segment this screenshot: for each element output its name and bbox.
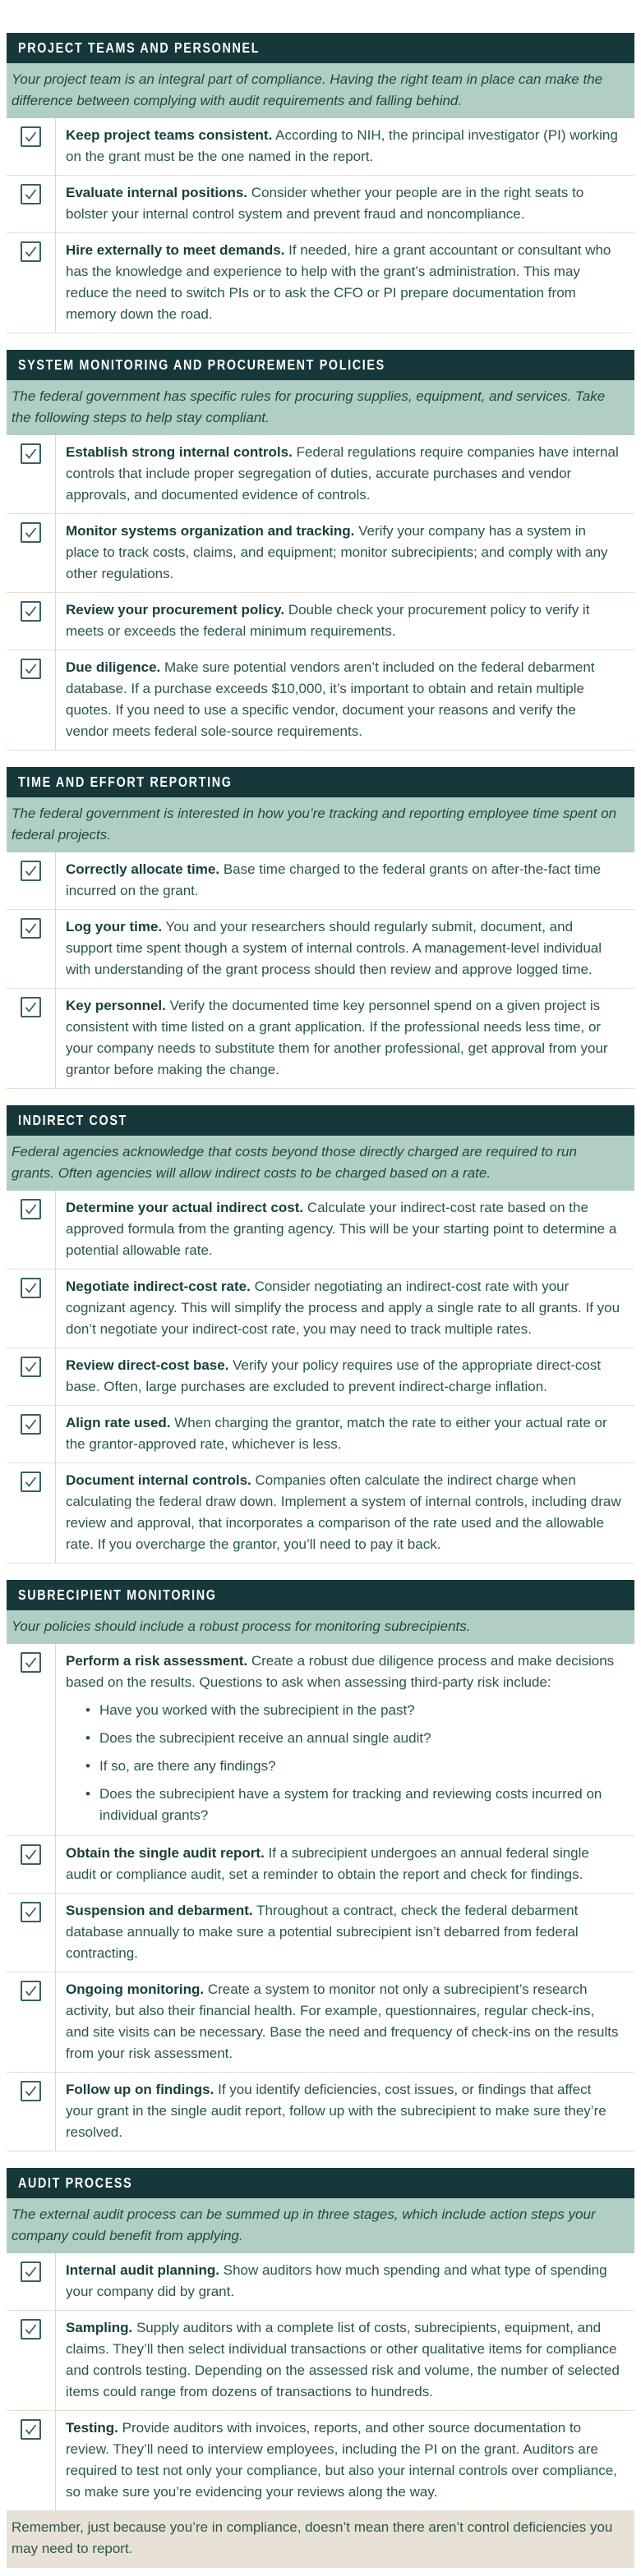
check-icon bbox=[25, 1986, 37, 1996]
checklist-item bbox=[7, 1269, 634, 1348]
item-text bbox=[55, 1470, 634, 1555]
item-body: Consider negotiating an indirect-cost rate with your cognizant agency. This will simplify the process and apply a single rate to all grants. If you don’t negotiate your indirect-cost rate, you may need to track multiple rates. bbox=[66, 1279, 620, 1337]
checkbox-cell bbox=[7, 1197, 55, 1261]
check-icon bbox=[25, 1002, 37, 1012]
item-text bbox=[55, 442, 634, 506]
item-questions bbox=[85, 1700, 621, 1826]
checkbox-checked[interactable] bbox=[21, 918, 41, 939]
item-text bbox=[55, 657, 634, 742]
footer-note: Remember, just because you’re in compliance, doesn’t mean there aren’t control deficiencies you may need to report. bbox=[7, 2510, 634, 2568]
check-icon bbox=[25, 2266, 37, 2277]
item-text bbox=[55, 1197, 634, 1261]
item-lead: Align rate used. bbox=[66, 1415, 171, 1430]
checkbox-cell bbox=[7, 2418, 55, 2503]
item-body: Provide auditors with invoices, reports, and other source documentation to review. They’ll need to interview employees, including the PI on the grant. Auditors are required to test not only your compliance, but also your internal controls over compliance, so make sure you’re evidencing your reviews along the way. bbox=[66, 2420, 617, 2500]
checklist-item bbox=[7, 2072, 634, 2151]
checkbox-cell bbox=[7, 2317, 55, 2403]
item-body: Show auditors how much spending and what type of spending your company did by grant. bbox=[66, 2262, 607, 2299]
section-intro: The federal government has specific rules for procuring supplies, equipment, and services. Take the following steps to help stay compliant. bbox=[7, 380, 634, 435]
checkbox-cell bbox=[7, 1355, 55, 1398]
item-body: Create a robust due diligence process and make decisions based on the results. Questions to ask when assessing third-party risk include: bbox=[66, 1653, 615, 1690]
checkbox-checked[interactable] bbox=[21, 2319, 41, 2340]
item-lead: Sampling. bbox=[66, 2320, 133, 2335]
check-icon bbox=[25, 131, 37, 142]
checklist-item bbox=[7, 513, 634, 592]
check-icon bbox=[25, 866, 37, 876]
checkbox-cell bbox=[7, 657, 55, 742]
item-lead: Establish strong internal controls. bbox=[66, 444, 293, 460]
checkbox-checked[interactable] bbox=[21, 2419, 41, 2440]
checklist-item bbox=[7, 1644, 634, 1835]
check-icon bbox=[25, 189, 37, 200]
question-item: • If so, are there any findings? bbox=[85, 1756, 621, 1777]
item-text bbox=[55, 995, 634, 1081]
checkbox-checked[interactable] bbox=[21, 126, 41, 147]
checklist-item bbox=[7, 852, 634, 909]
checkbox-checked[interactable] bbox=[21, 1199, 41, 1219]
section-items bbox=[7, 852, 634, 1089]
section-title: AUDIT PROCESS bbox=[18, 2174, 133, 2191]
checklist-item bbox=[7, 1893, 634, 1972]
section bbox=[7, 1580, 634, 2151]
section-title: PROJECT TEAMS AND PERSONNEL bbox=[18, 39, 261, 56]
check-icon bbox=[25, 1361, 37, 1372]
item-lead: Negotiate indirect-cost rate. bbox=[66, 1279, 251, 1294]
checkbox-checked[interactable] bbox=[21, 522, 41, 543]
section-header bbox=[7, 767, 634, 797]
checkbox-checked[interactable] bbox=[21, 1357, 41, 1377]
item-text bbox=[55, 916, 634, 980]
section bbox=[7, 1105, 634, 1564]
checklist-item bbox=[7, 1348, 634, 1405]
section-title: INDIRECT COST bbox=[18, 1112, 127, 1128]
item-body: Companies often calculate the indirect charge when calculating the federal draw down. Implement a system of internal controls, including draw review and approval, that incorporates a comparison of the rate used and the allowable rate. If you overcharge the grantor, you’ll need to pay it back. bbox=[66, 1472, 621, 1552]
checkbox-cell bbox=[7, 995, 55, 1081]
question-item: • Does the subrecipient receive an annual single audit? bbox=[85, 1728, 621, 1749]
item-text bbox=[55, 599, 634, 642]
checklist-item bbox=[7, 988, 634, 1088]
section-header bbox=[7, 2168, 634, 2198]
checkbox-checked[interactable] bbox=[21, 2081, 41, 2101]
item-lead: Follow up on findings. bbox=[66, 2082, 214, 2097]
check-icon bbox=[25, 923, 37, 934]
checklist-item bbox=[7, 2253, 634, 2310]
section-intro: Your project team is an integral part of compliance. Having the right team in place can make the difference between complying with audit requirements and falling behind. bbox=[7, 63, 634, 118]
item-lead: Key personnel. bbox=[66, 998, 166, 1013]
item-body: Verify the documented time key personnel spend on a given project is consistent with time listed on a grant application. If the professional needs less time, or your company needs to substitute them for another professional, get approval from your grantor before making the change. bbox=[66, 998, 608, 1077]
check-icon bbox=[25, 606, 37, 617]
item-lead: Evaluate internal positions. bbox=[66, 185, 248, 200]
checkbox-cell bbox=[7, 182, 55, 225]
item-body: Make sure potential vendors aren’t included on the federal debarment database. If a purchase exceeds $10,000, it’s important to obtain and retain multiple quotes. If you need to use a specific vendor, document your reasons and verify the vendor meets federal sole-source requirements. bbox=[66, 659, 595, 739]
item-lead: Ongoing monitoring. bbox=[66, 1981, 205, 1997]
checkbox-checked[interactable] bbox=[21, 1472, 41, 1492]
checkbox-cell bbox=[7, 125, 55, 168]
item-body: Double check your procurement policy to verify it meets or exceeds the federal minimum requirements. bbox=[66, 602, 590, 639]
section-title: TIME AND EFFORT REPORTING bbox=[18, 774, 233, 790]
check-icon bbox=[25, 2324, 37, 2335]
checklist-item bbox=[7, 650, 634, 750]
checklist-item bbox=[7, 2310, 634, 2410]
checkbox-cell bbox=[7, 1843, 55, 1885]
sections-container bbox=[7, 33, 634, 2510]
item-body: If you identify deficiencies, cost issues, or findings that affect your grant in the single audit report, follow up with the subrecipient to make sure they’re resolved. bbox=[66, 2082, 606, 2140]
checkbox-checked[interactable] bbox=[21, 1902, 41, 1922]
check-icon bbox=[25, 664, 37, 674]
section-intro: The federal government is interested in how you’re tracking and reporting employee time spent on federal projects. bbox=[7, 797, 634, 852]
check-icon bbox=[25, 1657, 37, 1668]
item-lead: Testing. bbox=[66, 2420, 118, 2436]
checkbox-cell bbox=[7, 859, 55, 902]
checkbox-cell bbox=[7, 916, 55, 980]
section-title: SUBRECIPIENT MONITORING bbox=[18, 1586, 217, 1603]
checkbox-checked[interactable] bbox=[21, 2261, 41, 2282]
item-text bbox=[55, 2317, 634, 2403]
item-body: Consider whether your people are in the right seats to bolster your internal control system and prevent fraud and noncompliance. bbox=[66, 185, 584, 222]
item-text bbox=[55, 125, 634, 168]
checklist-item bbox=[7, 232, 634, 333]
check-icon bbox=[25, 246, 37, 257]
checklist-item bbox=[7, 909, 634, 988]
checkbox-checked[interactable] bbox=[21, 443, 41, 464]
checkbox-checked[interactable] bbox=[21, 1652, 41, 1673]
item-text bbox=[55, 1843, 634, 1885]
checkbox-cell bbox=[7, 1470, 55, 1555]
item-text bbox=[55, 1276, 634, 1340]
item-lead: Keep project teams consistent. bbox=[66, 127, 273, 143]
item-body: Throughout a contract, check the federal debarment database annually to make sure a potential subrecipient isn’t debarred from federal contracting. bbox=[66, 1903, 579, 1961]
item-text bbox=[55, 240, 634, 325]
checklist-item bbox=[7, 1462, 634, 1563]
check-icon bbox=[25, 527, 37, 538]
item-body: Create a system to monitor not only a subrecipient’s research activity, but also their financial health. For example, questionnaires, regular check-ins, and site visits can be necessary. Base the need and frequency of check-ins on the results from your risk assessment. bbox=[66, 1981, 619, 2061]
item-body: If needed, hire a grant accountant or consultant who has the knowledge and experience to help with the grant’s administration. This may reduce the need to switch PIs or to ask the CFO or PI prepare documentation from memory down the road. bbox=[66, 242, 611, 322]
section-items bbox=[7, 1191, 634, 1564]
section-items bbox=[7, 1644, 634, 2151]
item-text bbox=[55, 2260, 634, 2303]
item-body: Base time charged to the federal grants on after-the-fact time incurred on the grant. bbox=[66, 861, 602, 898]
check-icon bbox=[25, 1419, 37, 1430]
check-icon bbox=[25, 1907, 37, 1917]
item-text bbox=[55, 2418, 634, 2503]
checkbox-cell bbox=[7, 599, 55, 642]
checklist-item bbox=[7, 1835, 634, 1893]
checkbox-checked[interactable] bbox=[21, 861, 41, 881]
checkbox-checked[interactable] bbox=[21, 184, 41, 204]
checkbox-checked[interactable] bbox=[21, 1278, 41, 1298]
section-items bbox=[7, 435, 634, 751]
checkbox-cell bbox=[7, 2260, 55, 2303]
checkbox-checked[interactable] bbox=[21, 659, 41, 679]
item-body: Federal regulations require companies have internal controls that include proper segregation of duties, accurate purchases and vendor approvals, and documented evidence of controls. bbox=[66, 444, 619, 503]
checklist-item bbox=[7, 435, 634, 513]
checklist-item bbox=[7, 1405, 634, 1462]
item-body: Verify your policy requires use of the appropriate direct-cost base. Often, large purchases are excluded to prevent indirect-charge inflation. bbox=[66, 1357, 602, 1394]
check-icon bbox=[25, 1283, 37, 1293]
checklist-item bbox=[7, 118, 634, 175]
item-body: Verify your company has a system in place to track costs, claims, and equipment; monitor subrecipients; and comply with any other regulations. bbox=[66, 523, 608, 581]
checkbox-checked[interactable] bbox=[21, 601, 41, 622]
section-items bbox=[7, 118, 634, 333]
checkbox-cell bbox=[7, 1412, 55, 1455]
section-header bbox=[7, 33, 634, 63]
item-body: You and your researchers should regularly submit, document, and support time spent though a system of internal controls. A management-level individual with understanding of the grant process should then review and approve logged time. bbox=[66, 919, 602, 977]
item-lead: Due diligence. bbox=[66, 659, 161, 675]
check-icon bbox=[25, 1204, 37, 1215]
item-text bbox=[55, 1900, 634, 1964]
section-header bbox=[7, 1580, 634, 1610]
section bbox=[7, 767, 634, 1089]
item-text bbox=[55, 1979, 634, 2064]
section-header bbox=[7, 350, 634, 380]
section-header bbox=[7, 1105, 634, 1136]
section-title: SYSTEM MONITORING AND PROCUREMENT POLICIES bbox=[18, 356, 385, 373]
item-lead: Correctly allocate time. bbox=[66, 861, 220, 877]
checkbox-cell bbox=[7, 2079, 55, 2143]
checkbox-checked[interactable] bbox=[21, 1844, 41, 1865]
checklist-item bbox=[7, 1972, 634, 2072]
item-lead: Document internal controls. bbox=[66, 1472, 251, 1488]
item-body: If a subrecipient undergoes an annual federal single audit or compliance audit, set a reminder to obtain the report and check for findings. bbox=[66, 1845, 589, 1882]
item-text bbox=[55, 1412, 634, 1455]
item-lead: Log your time. bbox=[66, 919, 163, 934]
checkbox-checked[interactable] bbox=[21, 241, 41, 262]
item-lead: Suspension and debarment. bbox=[66, 1903, 253, 1918]
checkbox-cell bbox=[7, 1979, 55, 2064]
check-icon bbox=[25, 1476, 37, 1487]
item-body: According to NIH, the principal investigator (PI) working on the grant must be the one named in the report. bbox=[66, 127, 618, 164]
item-lead: Obtain the single audit report. bbox=[66, 1845, 265, 1861]
item-body: Supply auditors with a complete list of costs, subrecipients, equipment, and claims. They’ll then select individual transactions or other qualitative items for compliance and controls testing. Depending on the assessed risk and volume, the number of selected items could range from dozens of transactions to hundreds. bbox=[66, 2320, 620, 2399]
checklist-item bbox=[7, 175, 634, 232]
item-lead: Determine your actual indirect cost. bbox=[66, 1200, 304, 1215]
item-lead: Perform a risk assessment. bbox=[66, 1653, 248, 1669]
item-lead: Hire externally to meet demands. bbox=[66, 242, 285, 258]
item-text bbox=[55, 1651, 634, 1828]
question-item: • Have you worked with the subrecipient in the past? bbox=[85, 1700, 621, 1721]
item-lead: Internal audit planning. bbox=[66, 2262, 219, 2278]
checkbox-checked[interactable] bbox=[21, 1414, 41, 1435]
checkbox-checked[interactable] bbox=[21, 997, 41, 1017]
section-intro: The external audit process can be summed up in three stages, which include action steps your company could benefit from applying. bbox=[7, 2198, 634, 2253]
item-lead: Review direct-cost base. bbox=[66, 1357, 229, 1373]
item-lead: Review your procurement policy. bbox=[66, 602, 285, 618]
question-item: • Does the subrecipient have a system for tracking and reviewing costs incurred on individual grants? bbox=[85, 1784, 621, 1826]
checkbox-cell bbox=[7, 521, 55, 585]
section-items bbox=[7, 2253, 634, 2510]
checkbox-cell bbox=[7, 240, 55, 325]
checkbox-cell bbox=[7, 1900, 55, 1964]
item-text bbox=[55, 2079, 634, 2143]
item-text bbox=[55, 1355, 634, 1398]
check-icon bbox=[25, 1849, 37, 1860]
checklist-item bbox=[7, 1191, 634, 1269]
checkbox-cell bbox=[7, 1651, 55, 1828]
check-icon bbox=[25, 448, 37, 459]
section bbox=[7, 2168, 634, 2510]
checkbox-checked[interactable] bbox=[21, 1981, 41, 2001]
checkbox-cell bbox=[7, 442, 55, 506]
section bbox=[7, 33, 634, 333]
item-text bbox=[55, 521, 634, 585]
section-intro: Federal agencies acknowledge that costs beyond those directly charged are required to run grants. Often agencies will allow indirect costs to be charged based on a rate. bbox=[7, 1136, 634, 1191]
section bbox=[7, 350, 634, 751]
check-icon bbox=[25, 2086, 37, 2096]
item-text bbox=[55, 859, 634, 902]
item-text bbox=[55, 182, 634, 225]
checkbox-cell bbox=[7, 1276, 55, 1340]
item-body: When charging the grantor, match the rate to either your actual rate or the grantor-approved rate, whichever is less. bbox=[66, 1415, 607, 1452]
item-body: Calculate your indirect-cost rate based on the approved formula from the granting agency. This will be your starting point to determine a potential allowable rate. bbox=[66, 1200, 617, 1258]
checklist-item bbox=[7, 592, 634, 650]
section-intro: Your policies should include a robust process for monitoring subrecipients. bbox=[7, 1610, 634, 1644]
check-icon bbox=[25, 2424, 37, 2435]
checklist-item bbox=[7, 2410, 634, 2510]
item-lead: Monitor systems organization and tracking. bbox=[66, 523, 355, 539]
